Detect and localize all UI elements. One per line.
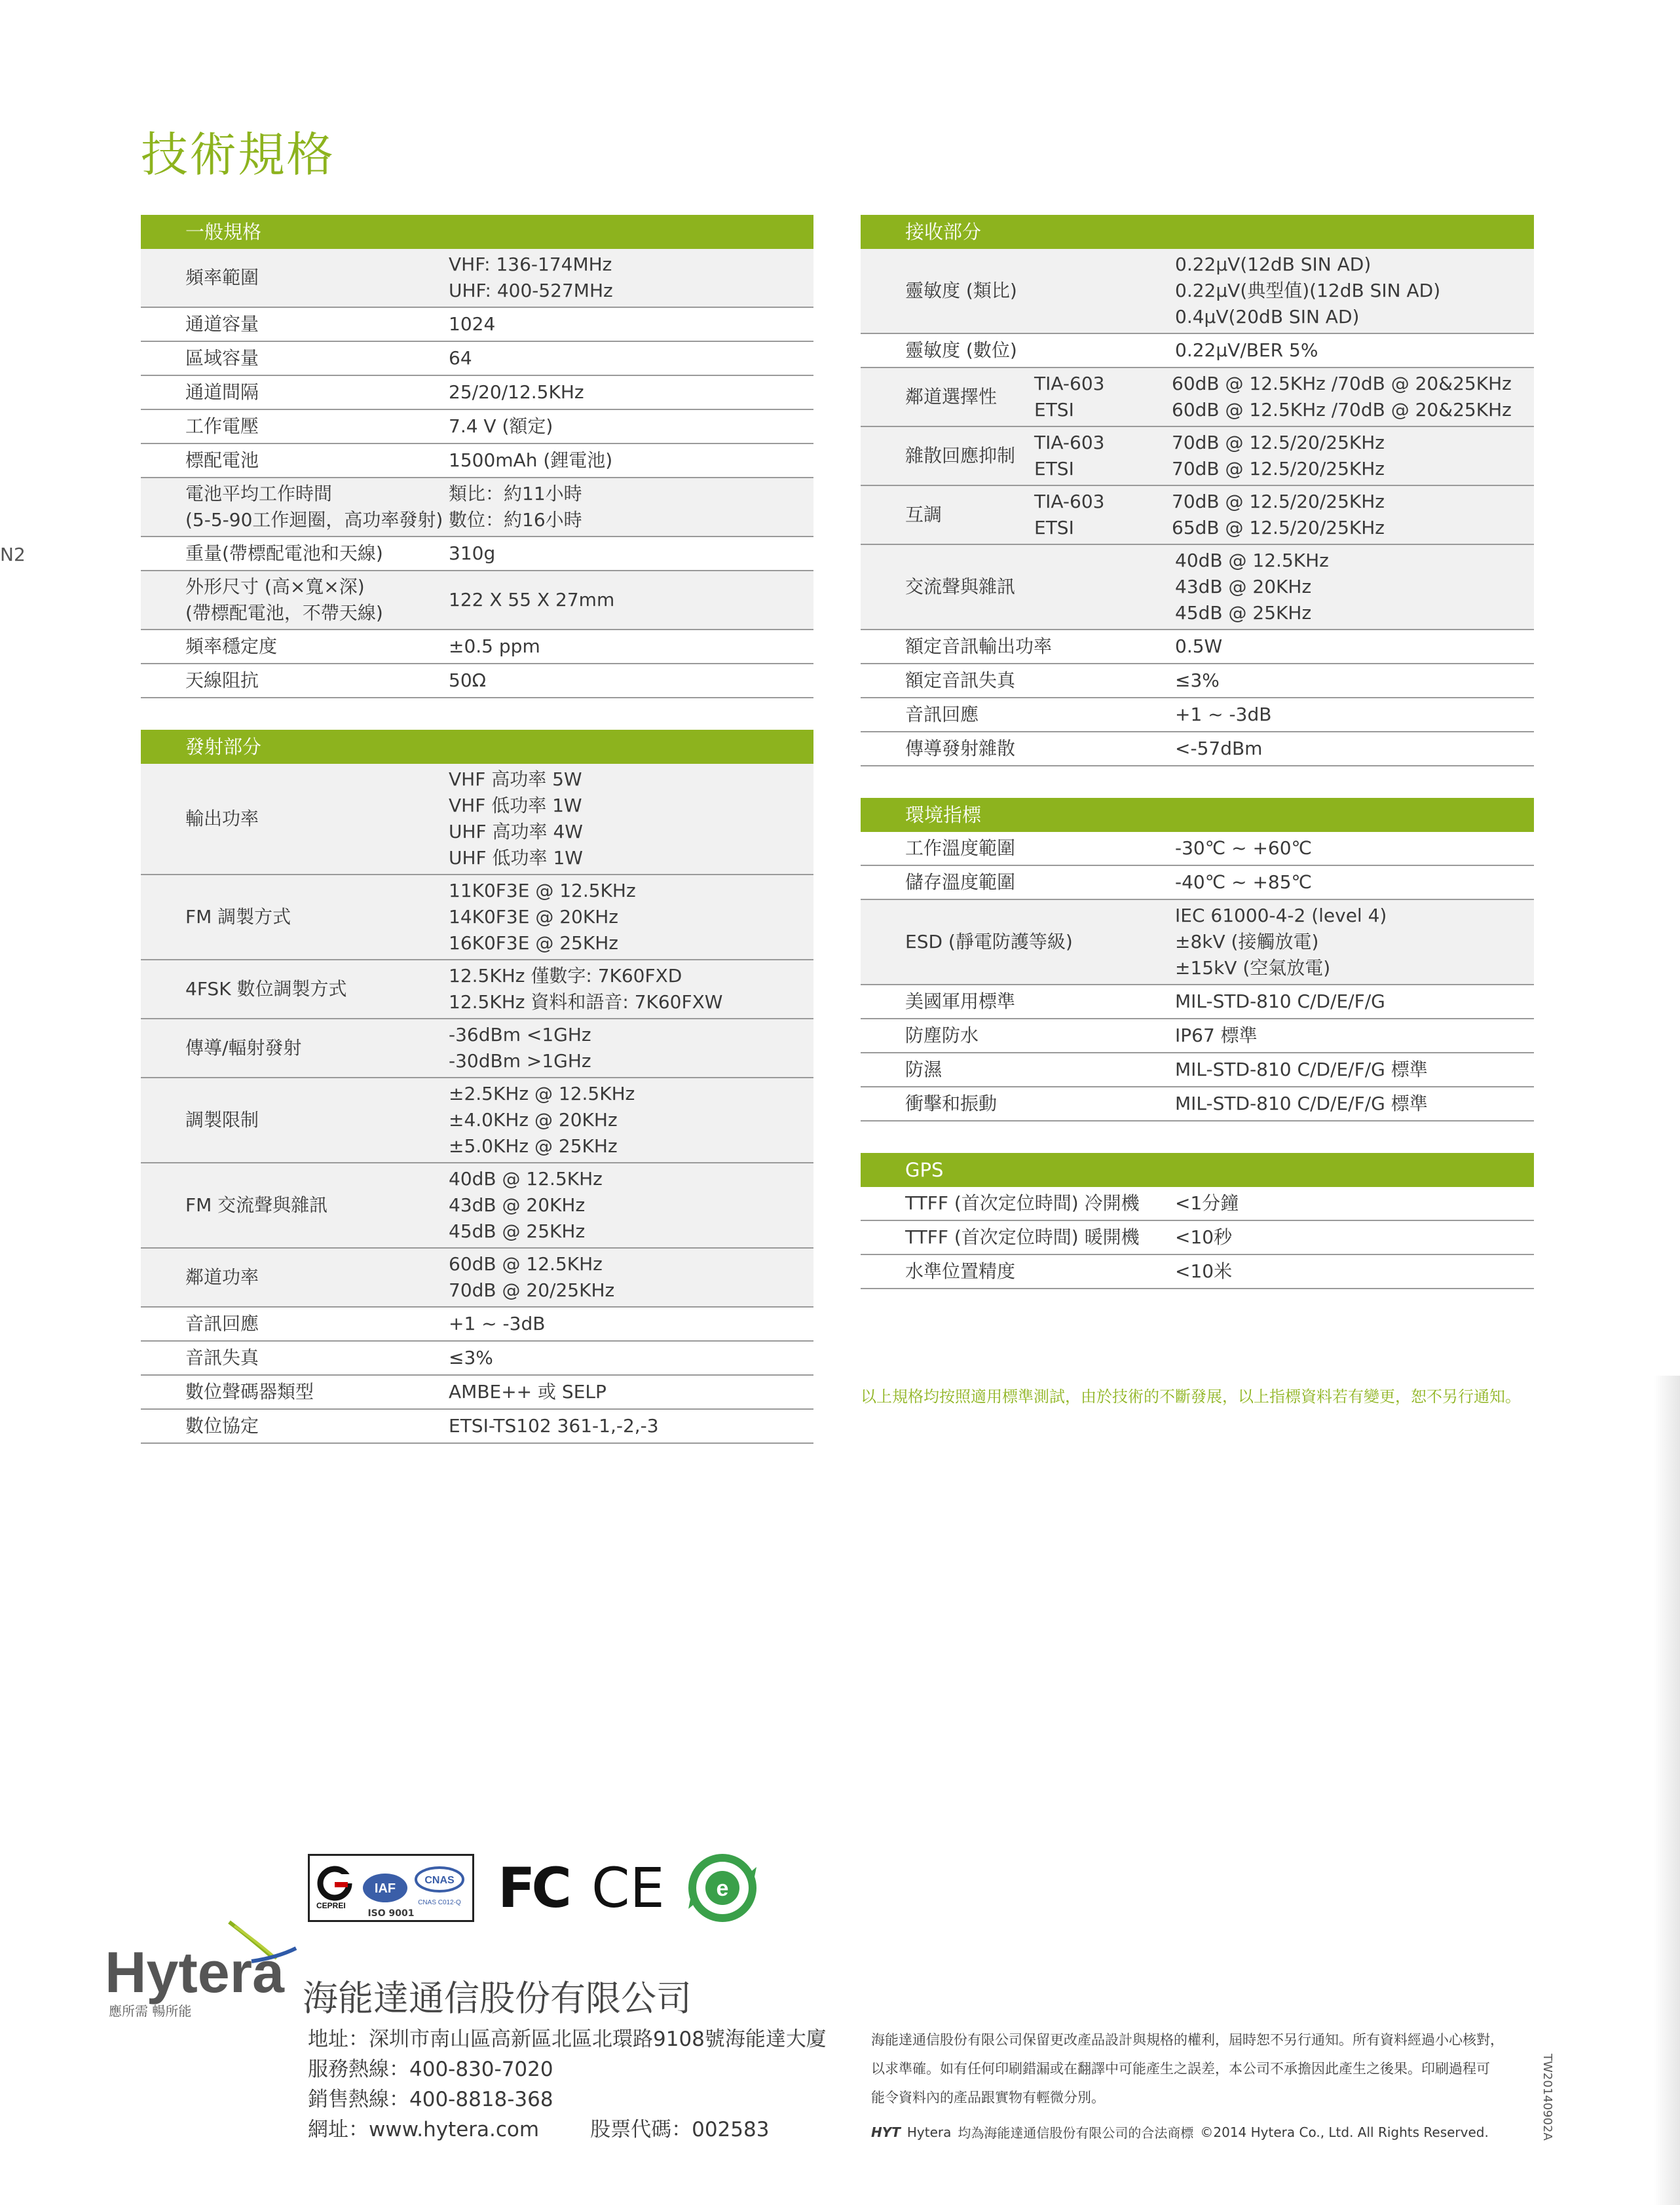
spec-row [141,478,813,537]
spec-value [449,1413,813,1439]
right-spec-column [861,215,1534,1321]
spec-value [449,345,813,371]
spec-label [861,1091,1175,1117]
spec-label [141,633,449,660]
spec-value-line: 70dB @ 12.5/20/25KHz [1172,491,1385,512]
ce-logo: CE [591,1856,665,1920]
spec-label [141,540,449,567]
spec-value [449,1311,813,1337]
left-spec-column [141,215,813,1475]
spec-row [861,368,1534,427]
spec-row [861,732,1534,766]
spec-label [861,384,1034,410]
spec-label [141,574,449,626]
spec-label [141,1107,449,1133]
spec-value [449,1022,813,1074]
spec-value [1175,1057,1534,1083]
spec-row [861,1221,1534,1255]
spec-label [141,904,449,930]
spec-value-line: MIL-STD-810 C/D/E/F/G 標準 [1175,1059,1428,1080]
website: 網址：www.hytera.com [308,2118,540,2141]
section-header: 發射部分 [141,730,813,764]
spec-row [141,571,813,630]
spec-value-line: 45dB @ 25KHz [1175,602,1312,624]
spec-label-line: 頻率穩定度 [185,635,278,657]
spec-label [861,869,1175,895]
spec-row [861,334,1534,368]
spec-value-line: 70dB @ 12.5/20/25KHz [1172,458,1385,480]
spec-value [449,766,813,871]
spec-value-line: MIL-STD-810 C/D/E/F/G 標準 [1175,1093,1428,1114]
spec-label-line: 美國軍用標準 [905,990,1016,1012]
spec-label [861,502,1034,528]
spec-label [861,702,1175,728]
spec-label [141,1413,449,1439]
spec-label-line: 額定音訊輸出功率 [905,635,1053,657]
spec-row [861,1255,1534,1289]
spec-label [141,806,449,832]
spec-value-line: 60dB @ 12.5KHz [449,1253,603,1275]
spec-value [449,668,813,694]
spec-label-line: 工作電壓 [185,415,259,437]
spec-row [861,832,1534,866]
cnas-sub-label: CNAS C012-Q [417,1899,461,1906]
spec-row [861,866,1534,900]
brand-logo [105,1939,284,2020]
spec-value [1175,668,1534,694]
fc-logo: FC [498,1856,569,1920]
spec-value [1172,371,1534,423]
spec-value [449,878,813,956]
spec-row [861,427,1534,486]
disclaimer-line: 海能達通信股份有限公司保留更改產品設計與規格的權利，屆時恕不另行通知。所有資料經過小心核對， [871,2032,1504,2048]
spec-value-line: 16K0F3E @ 25KHz [449,932,618,954]
section-header: 接收部分 [861,215,1534,249]
spec-row [141,764,813,875]
spec-row [141,1342,813,1376]
spec-value-line: -30dBm >1GHz [449,1050,591,1072]
spec-label-line: 音訊回應 [905,704,979,725]
spec-value [449,481,813,533]
iaf-logo-icon [360,1870,410,1906]
spec-row [861,486,1534,545]
spec-value-line: <-57dBm [1175,738,1263,759]
spec-label-line: 數位協定 [185,1415,259,1437]
spec-label-line: 鄰道選擇性 [905,386,998,407]
spec-value [1175,548,1534,626]
spec-row [861,900,1534,985]
cnas-logo-icon [413,1865,466,1911]
spec-value [449,447,813,474]
spec-standard-line: TIA-603 [1034,491,1105,512]
spec-label-line: 重量(帶標配電池和天線) [185,542,383,564]
iso-cert-badge [308,1854,474,1922]
page-edge-shadow [1654,1376,1680,2205]
spec-value [1175,903,1534,981]
hytera-wing-icon [225,1919,297,1972]
spec-label-line: TTFF (首次定位時間) 暖開機 [905,1226,1140,1248]
iaf-label: IAF [374,1881,396,1896]
spec-row [861,1053,1534,1087]
spec-label-line: (帶標配電池，不帶天線) [185,602,383,624]
spec-label [861,668,1175,694]
spec-label-line: TTFF (首次定位時間) 冷開機 [905,1192,1140,1214]
spec-label-line: 額定音訊失真 [905,669,1016,691]
spec-value-line: 50Ω [449,669,487,691]
spec-value-line: IEC 61000-4-2 (level 4) [1175,905,1387,926]
spec-value-line: -40℃ ~ +85℃ [1175,871,1312,893]
spec-value-line: UHF 低功率 1W [449,847,583,869]
spec-section [141,730,813,1444]
spec-value-line: UHF: 400-527MHz [449,280,613,301]
spec-label [861,929,1175,955]
spec-value-line: 14K0F3E @ 20KHz [449,906,618,928]
spec-row [141,1019,813,1078]
spec-value-line: ±8kV (接觸放電) [1175,931,1319,952]
spec-label [861,989,1175,1015]
spec-value [449,633,813,660]
spec-label-line: 頻率範圍 [185,267,259,288]
spec-row [141,875,813,960]
spec-row [141,1376,813,1410]
spec-value [1175,989,1534,1015]
spec-row [141,444,813,478]
spec-value-line: 45dB @ 25KHz [449,1220,586,1242]
disclaimer-line: 以求準確。如有任何印刷錯漏或在翻譯中可能產生之誤差，本公司不承擔因此產生之後果。印刷過程可 [871,2061,1490,2077]
spec-label-line: 防塵防水 [905,1025,979,1046]
spec-label-line: 交流聲與雜訊 [905,576,1016,597]
spec-label [141,481,449,533]
spec-value-line: <10秒 [1175,1226,1233,1248]
spec-row [141,1078,813,1163]
spec-value [449,963,813,1015]
spec-value [449,1251,813,1304]
spec-label-line: 通道容量 [185,313,259,335]
spec-row [861,249,1534,334]
spec-section [861,798,1534,1121]
spec-label [141,447,449,474]
spec-label-line: 防濕 [905,1059,943,1080]
spec-value-line: VHF: 136-174MHz [449,254,612,275]
spec-value [1175,1224,1534,1251]
spec-row [861,1187,1534,1221]
spec-row [141,376,813,410]
spec-label [861,736,1175,762]
spec-row [141,664,813,698]
document-code: TW20140902A [1540,2054,1554,2141]
spec-label-line: 音訊回應 [185,1313,259,1334]
trademark-line [871,2122,1489,2141]
spec-value-line: MIL-STD-810 C/D/E/F/G [1175,990,1385,1012]
spec-value [1175,1091,1534,1117]
spec-row [141,249,813,308]
brand-name: Hytera [105,1940,284,2005]
spec-value-line: ±4.0KHz @ 20KHz [449,1109,618,1131]
spec-label-line: 工作溫度範圍 [905,837,1016,859]
margin-mark: N2 [0,544,26,565]
spec-value-line: +1 ~ -3dB [449,1313,546,1334]
hyt-mark: HYT [871,2124,901,2140]
spec-value-line: 12.5KHz 僅數字: 7K60FXD [449,965,682,987]
spec-label [861,835,1175,861]
spec-value [449,587,813,613]
spec-label-line: 4FSK 數位調製方式 [185,978,347,1000]
spec-row [141,960,813,1019]
spec-value [1175,835,1534,861]
spec-value-line: 122 X 55 X 27mm [449,589,615,611]
spec-value-line: 65dB @ 12.5/20/25KHz [1172,517,1385,538]
spec-label [141,413,449,440]
spec-label [861,337,1175,364]
spec-label-line: 音訊失真 [185,1347,259,1368]
spec-label-line: 雜散回應抑制 [905,445,1016,466]
spec-value-line: ±5.0KHz @ 25KHz [449,1135,618,1157]
contact-info [308,2024,827,2145]
spec-value-line: 40dB @ 12.5KHz [449,1168,603,1190]
spec-note: 以上規格均按照適用標準測試，由於技術的不斷發展，以上指標資料若有變更，恕不另行通知。 [861,1387,1521,1406]
spec-value-line: 64 [449,347,472,369]
spec-label-line: 天線阻抗 [185,669,259,691]
spec-value-line: ETSI-TS102 361-1,-2,-3 [449,1415,659,1437]
hytera-mark: Hytera [906,2124,952,2140]
spec-label-line: 數位聲碼器類型 [185,1381,314,1403]
spec-label-line: 傳導發射雜散 [905,738,1016,759]
spec-standard-line: ETSI [1034,399,1074,421]
trademark-text: 均為海能達通信股份有限公司的合法商標 [958,2125,1194,2141]
disclaimer [871,2026,1513,2112]
spec-label-line: 傳導/輻射發射 [185,1037,302,1059]
spec-row [141,1308,813,1342]
spec-standard-line: TIA-603 [1034,432,1105,453]
spec-value-line: +1 ~ -3dB [1175,704,1272,725]
spec-standard-line: ETSI [1034,517,1074,538]
spec-label [861,1057,1175,1083]
spec-value-line: VHF 低功率 1W [449,795,582,816]
spec-value-line: 0.5W [1175,635,1223,657]
spec-label-line: 外形尺寸 (高×寬×深) [185,576,365,597]
spec-label [141,311,449,337]
section-header: 一般規格 [141,215,813,249]
spec-row [141,1410,813,1444]
service-hotline: 服務熱線：400-830-7020 [308,2058,553,2081]
svg-text:e: e [716,1876,729,1901]
spec-label-line: 儲存溫度範圍 [905,871,1016,893]
spec-value-line: ±15kV (空氣放電) [1175,957,1331,979]
spec-label-line: 互調 [905,504,943,525]
spec-value [449,1166,813,1245]
spec-row [861,664,1534,698]
spec-value [449,252,813,304]
spec-label-line: 調製限制 [185,1109,259,1131]
spec-value [1175,337,1534,364]
spec-label [861,1023,1175,1049]
spec-value-line: 43dB @ 20KHz [1175,576,1312,597]
spec-label-line: 鄰道功率 [185,1266,259,1288]
spec-label-line: 衝擊和振動 [905,1093,998,1114]
spec-label-line: FM 調製方式 [185,906,291,928]
spec-value-line: ±2.5KHz @ 12.5KHz [449,1083,635,1104]
spec-value-line: 類比：約11小時 [449,483,582,504]
spec-label-line: 通道間隔 [185,381,259,403]
spec-standard [1034,489,1172,541]
spec-row [141,410,813,444]
certification-logos [308,1854,756,1922]
brand-slogan: 應所需 暢所能 [109,2003,192,2019]
spec-label [141,1192,449,1218]
spec-row [141,630,813,664]
section-header: GPS [861,1153,1534,1187]
spec-label [141,1345,449,1371]
spec-label [861,574,1175,600]
spec-label [141,1311,449,1337]
spec-value-line: ±0.5 ppm [449,635,540,657]
spec-label-line: 電池平均工作時間 [185,483,333,504]
spec-label [861,1190,1175,1216]
spec-value [1175,1190,1534,1216]
spec-section [861,1153,1534,1289]
company-name: 海能達通信股份有限公司 [303,1978,692,2019]
spec-value-line: ≤3% [449,1347,493,1368]
spec-value-line: 43dB @ 20KHz [449,1194,586,1216]
spec-label [861,443,1034,469]
spec-label-line: 輸出功率 [185,808,259,829]
spec-label [141,1379,449,1405]
spec-value [1175,736,1534,762]
cepre-label: CEPREI [316,1901,346,1910]
spec-value-line: 1500mAh (鋰電池) [449,449,613,471]
stock-code: 股票代碼：002583 [590,2118,770,2141]
spec-value [1175,1023,1534,1049]
spec-label [141,668,449,694]
iso-label: ISO 9001 [367,1908,415,1919]
spec-section [141,215,813,698]
spec-label [141,1035,449,1061]
spec-value-line: 0.22μV/BER 5% [1175,339,1318,361]
disclaimer-line: 能令資料內的產品跟實物有輕微分別。 [871,2090,1105,2105]
cepre-logo-icon [316,1865,357,1911]
spec-value-line: AMBE++ 或 SELP [449,1381,607,1403]
spec-label-line: 水準位置精度 [905,1260,1016,1282]
spec-value [1175,1258,1534,1285]
spec-row [861,698,1534,732]
spec-value-line: 60dB @ 12.5KHz /70dB @ 20&25KHz [1172,399,1512,421]
spec-value [1175,869,1534,895]
spec-value-line: 11K0F3E @ 12.5KHz [449,880,636,901]
spec-value-line: 40dB @ 12.5KHz [1175,550,1329,571]
spec-standard-line: ETSI [1034,458,1074,480]
spec-row [141,1249,813,1308]
spec-value [449,311,813,337]
spec-value-line: UHF 高功率 4W [449,821,583,842]
spec-value-line: 0.22μV(典型值)(12dB SIN AD) [1175,280,1441,301]
spec-value-line: 1024 [449,313,496,335]
spec-value-line: VHF 高功率 5W [449,768,582,790]
spec-row [141,308,813,342]
copyright: ©2014 Hytera Co., Ltd. All Rights Reserved. [1200,2124,1489,2140]
spec-value-line: 數位：約16小時 [449,509,582,531]
spec-value-line: 12.5KHz 資料和語音: 7K60FXW [449,991,723,1013]
spec-value-line: 70dB @ 12.5/20/25KHz [1172,432,1385,453]
spec-value [1175,633,1534,660]
spec-value [1175,702,1534,728]
spec-label [141,345,449,371]
page-title: 技術規格 [141,127,335,182]
spec-label [861,1258,1175,1285]
spec-label-line: 靈敏度 (數位) [905,339,1017,361]
spec-value-line: <1分鐘 [1175,1192,1239,1214]
spec-value [449,413,813,440]
spec-label [141,379,449,405]
spec-value-line: ≤3% [1175,669,1220,691]
cnas-label: CNAS [424,1875,455,1886]
spec-value-line: 0.4μV(20dB SIN AD) [1175,306,1360,328]
spec-value-line: 0.22μV(12dB SIN AD) [1175,254,1372,275]
spec-label [141,1264,449,1291]
spec-row [861,1087,1534,1121]
spec-value-line: -30℃ ~ +60℃ [1175,837,1312,859]
spec-value [449,1379,813,1405]
spec-label-line: 靈敏度 (類比) [905,280,1017,301]
spec-label [861,1224,1175,1251]
spec-standard [1034,371,1172,423]
spec-label [861,633,1175,660]
spec-row [861,630,1534,664]
spec-row [861,545,1534,630]
sales-hotline: 銷售熱線：400-8818-368 [308,2088,553,2111]
spec-row [141,537,813,571]
section-header: 環境指標 [861,798,1534,832]
spec-value-line: 70dB @ 20/25KHz [449,1279,615,1301]
spec-value [449,379,813,405]
spec-label [861,278,1175,304]
spec-standard [1034,430,1172,482]
spec-row [141,1163,813,1249]
spec-value [449,540,813,567]
spec-section [861,215,1534,766]
spec-value-line: 310g [449,542,496,564]
recycle-eco-icon [688,1854,756,1922]
spec-value [1172,489,1534,541]
spec-value-line: IP67 標準 [1175,1025,1258,1046]
spec-row [861,1019,1534,1053]
spec-label-line: 標配電池 [185,449,259,471]
spec-value-line: 60dB @ 12.5KHz /70dB @ 20&25KHz [1172,373,1512,394]
spec-row [141,342,813,376]
spec-value [449,1345,813,1371]
spec-value-line: 7.4 V (額定) [449,415,553,437]
spec-value-line: 25/20/12.5KHz [449,381,584,403]
spec-value-line: <10米 [1175,1260,1233,1282]
spec-standard-line: TIA-603 [1034,373,1105,394]
address: 地址：深圳市南山區高新區北區北環路9108號海能達大廈 [308,2027,827,2051]
spec-row [861,985,1534,1019]
spec-label [141,265,449,291]
spec-label-line: 區域容量 [185,347,259,369]
spec-label-line: ESD (靜電防護等級) [905,931,1073,952]
spec-value [449,1081,813,1159]
spec-label-line: (5-5-90工作迴圈，高功率發射) [185,509,443,531]
spec-value [1172,430,1534,482]
spec-value-line: -36dBm <1GHz [449,1024,591,1046]
spec-label [141,976,449,1002]
spec-value [1175,252,1534,330]
spec-label-line: FM 交流聲與雜訊 [185,1194,328,1216]
